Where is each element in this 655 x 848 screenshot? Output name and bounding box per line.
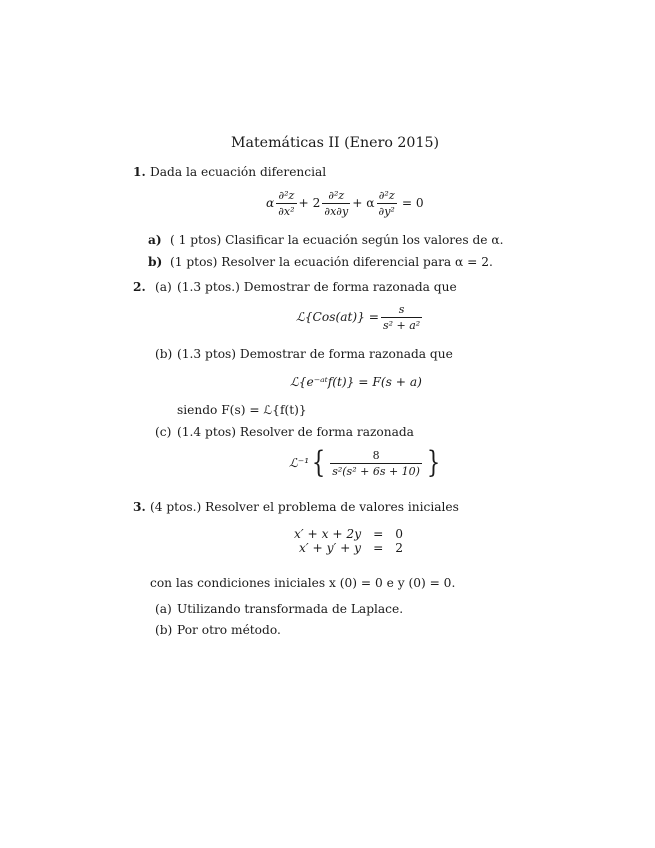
q3-b-text: Por otro método. bbox=[177, 623, 281, 637]
q2-c-eq-num: 8 bbox=[372, 448, 380, 462]
q3-sys2-right: 2 bbox=[395, 541, 404, 556]
q2-a-label: (a) bbox=[155, 280, 172, 294]
q2-a-equation bbox=[296, 304, 424, 331]
q3-sys2-left: x′ + y′ + y bbox=[298, 541, 362, 556]
q3-conditions: con las condiciones iniciales x (0) = 0 e y (0) = 0. bbox=[150, 576, 456, 590]
q2-b-label: (b) bbox=[155, 347, 173, 361]
q3-sys2-eq: = bbox=[373, 541, 384, 556]
q1-eq-num-1: ∂²z bbox=[278, 189, 295, 202]
q3-intro: (4 ptos.) Resolver el problema de valores iniciales bbox=[150, 500, 459, 514]
q2-c-equation bbox=[289, 445, 443, 480]
q2-c-text: (1.4 ptos) Resolver de forma razonada bbox=[177, 425, 414, 439]
q1-intro: Dada la ecuación diferencial bbox=[150, 165, 327, 179]
q3-number: 3. bbox=[133, 500, 146, 514]
q2-c-eq-den: s²(s² + 6s + 10) bbox=[332, 464, 420, 478]
q3-system-row bbox=[288, 541, 409, 555]
right-brace-icon: } bbox=[426, 445, 441, 480]
q1-a-text: ( 1 ptos) Clasificar la ecuación según los valores de α. bbox=[170, 233, 504, 247]
q3-sys1-eq: = bbox=[373, 527, 384, 541]
q1-eq-den-1: ∂x² bbox=[278, 205, 295, 218]
q1-eq-plus2: + 2 bbox=[298, 196, 321, 211]
q3-system-row bbox=[288, 527, 409, 541]
q1-b-text: (1 ptos) Resolver la ecuación diferencial para α = 2. bbox=[170, 255, 493, 269]
q1-eq-num-3: ∂²z bbox=[378, 189, 395, 202]
q1-number: 1. bbox=[133, 165, 146, 179]
q1-b-label: b) bbox=[148, 255, 163, 269]
q2-b-equation: ℒ{e⁻ᵃᵗf(t)} = F(s + a) bbox=[290, 375, 422, 389]
q2-a-eq-den: s² + a² bbox=[382, 319, 421, 332]
q3-system bbox=[288, 527, 409, 555]
q2-a-eq-num: s bbox=[398, 303, 405, 316]
q2-a-text: (1.3 ptos.) Demostrar de forma razonada que bbox=[177, 280, 457, 294]
left-brace-icon: { bbox=[311, 445, 326, 480]
q2-number: 2. bbox=[133, 280, 146, 294]
q1-eq-num-2: ∂²z bbox=[328, 189, 345, 202]
q2-c-eq-frac bbox=[330, 450, 422, 477]
q1-eq-den-2: ∂x∂y bbox=[324, 205, 349, 218]
q2-a-eq-frac bbox=[381, 304, 422, 331]
q2-b-note: siendo F(s) = ℒ{f(t)} bbox=[177, 403, 307, 417]
q3-sys1-right: 0 bbox=[395, 527, 404, 541]
q1-a-label: a) bbox=[148, 233, 162, 247]
q1-eq-frac-3 bbox=[377, 190, 397, 217]
q2-c-eq-op: ℒ⁻¹ bbox=[289, 455, 310, 470]
q1-eq-alpha: α bbox=[266, 196, 275, 211]
q1-eq-eqzero: = 0 bbox=[401, 196, 424, 211]
q3-a-label: (a) bbox=[155, 602, 172, 616]
q1-eq-plusalpha: + α bbox=[352, 196, 375, 211]
q2-a-eq-left: ℒ{Cos(at)} = bbox=[296, 310, 379, 325]
q2-b-text: (1.3 ptos) Demostrar de forma razonada que bbox=[177, 347, 453, 361]
q3-a-text: Utilizando transformada de Laplace. bbox=[177, 602, 404, 616]
q1-eq-frac-1 bbox=[276, 190, 296, 217]
q1-equation bbox=[266, 190, 424, 217]
q1-eq-den-3: ∂y² bbox=[378, 205, 395, 218]
q1-eq-frac-2 bbox=[322, 190, 350, 217]
page-title: Matemáticas II (Enero 2015) bbox=[231, 135, 440, 151]
q2-c-label: (c) bbox=[155, 425, 172, 439]
q3-b-label: (b) bbox=[155, 623, 173, 637]
q3-sys1-left: x′ + x + 2y bbox=[294, 527, 362, 541]
